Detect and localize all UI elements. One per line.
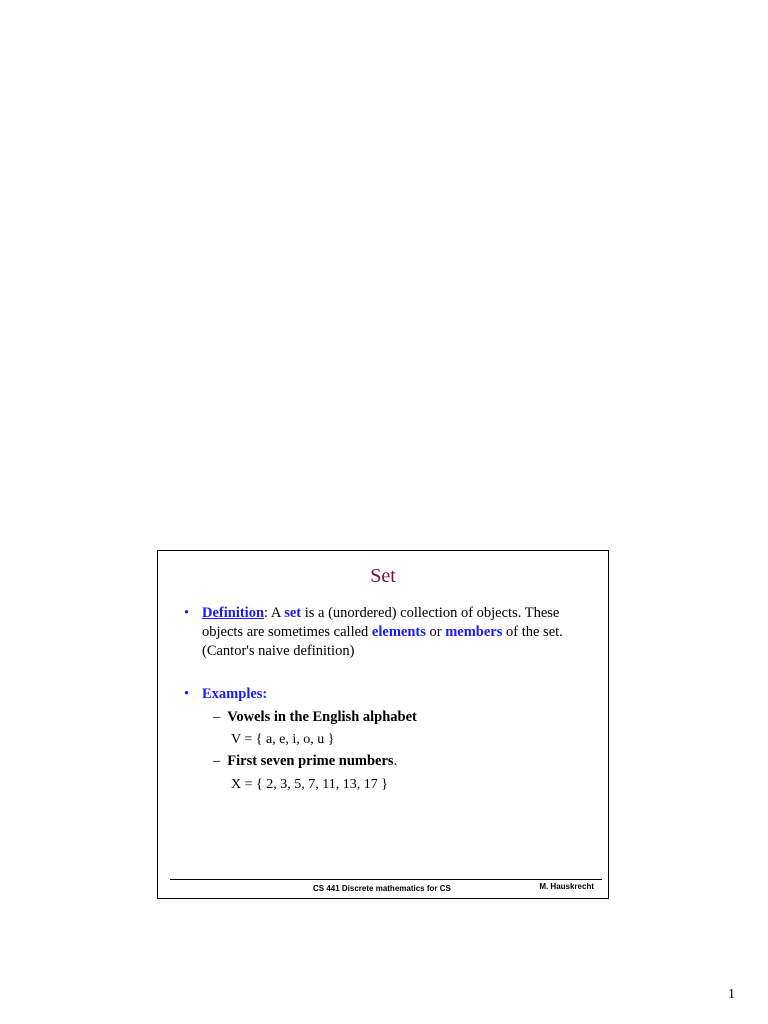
example-item (213, 752, 397, 771)
example-set: V = { a, e, i, o, u } (231, 732, 335, 747)
dash-icon: – (213, 753, 221, 769)
example-suffix: . (393, 753, 398, 769)
example-item (213, 708, 417, 727)
example-label: Vowels in the English alphabet (227, 709, 417, 725)
definition-text (202, 604, 584, 661)
definition-text-3: or (425, 624, 446, 640)
page-number: 1 (728, 987, 735, 1002)
term-elements: elements (371, 624, 426, 640)
author-footer: M. Hauskrecht (539, 882, 594, 891)
bullet-icon: • (184, 686, 190, 702)
definition-bullet (184, 604, 584, 661)
dash-icon: – (213, 709, 221, 725)
slide-title: Set (370, 565, 396, 587)
definition-text-4: of the set. (Cantor's naive definition) (202, 624, 563, 659)
definition-label: Definition (202, 605, 265, 621)
footer-divider (170, 879, 602, 880)
examples-label: Examples: (202, 686, 268, 702)
bullet-icon: • (184, 605, 190, 621)
example-set: X = { 2, 3, 5, 7, 11, 13, 17 } (231, 777, 388, 792)
course-footer: CS 441 Discrete mathematics for CS (313, 884, 451, 893)
term-members: members (445, 624, 503, 640)
definition-text-1: : A (264, 605, 285, 621)
definition-text-2: is a (unordered) collection of objects. These objects are sometimes called (202, 605, 560, 640)
examples-bullet (184, 685, 584, 704)
slide (157, 550, 609, 899)
term-set: set (284, 605, 302, 621)
example-label: First seven prime numbers (227, 753, 394, 769)
